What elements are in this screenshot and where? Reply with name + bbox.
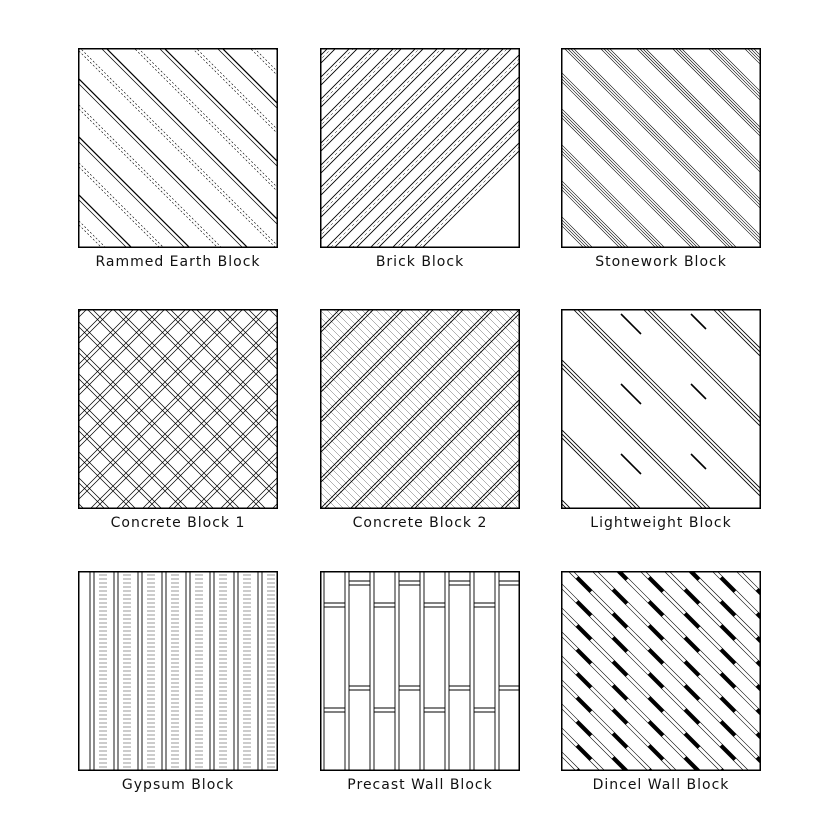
pattern-label: Lightweight Block bbox=[590, 515, 732, 531]
pattern-label: Precast Wall Block bbox=[347, 777, 493, 793]
pattern-label: Gypsum Block bbox=[121, 777, 235, 793]
pattern-tile-brick bbox=[320, 48, 520, 270]
gypsum-swatch bbox=[78, 571, 278, 771]
pattern-label: Concrete Block 2 bbox=[352, 515, 488, 531]
pattern-tile-precast bbox=[320, 571, 520, 793]
pattern-label: Dincel Wall Block bbox=[592, 777, 730, 793]
pattern-tile-dincel bbox=[561, 571, 761, 793]
pattern-tile-rammed-earth bbox=[78, 48, 278, 270]
pattern-tile-gypsum bbox=[78, 571, 278, 793]
pattern-label: Concrete Block 1 bbox=[110, 515, 246, 531]
stonework-swatch bbox=[561, 48, 761, 248]
pattern-tile-stonework bbox=[561, 48, 761, 270]
pattern-label: Stonework Block bbox=[595, 254, 727, 270]
pattern-tile-lightweight bbox=[561, 309, 761, 531]
pattern-tile-concrete-1 bbox=[78, 309, 278, 531]
concrete-1-swatch bbox=[78, 309, 278, 509]
brick-swatch bbox=[320, 48, 520, 248]
pattern-label: Rammed Earth Block bbox=[95, 254, 261, 270]
pattern-tile-concrete-2 bbox=[320, 309, 520, 531]
pattern-label: Brick Block bbox=[375, 254, 465, 270]
concrete-2-swatch bbox=[320, 309, 520, 509]
precast-swatch bbox=[320, 571, 520, 771]
dincel-swatch bbox=[561, 571, 761, 771]
lightweight-swatch bbox=[561, 309, 761, 509]
rammed-earth-swatch bbox=[78, 48, 278, 248]
